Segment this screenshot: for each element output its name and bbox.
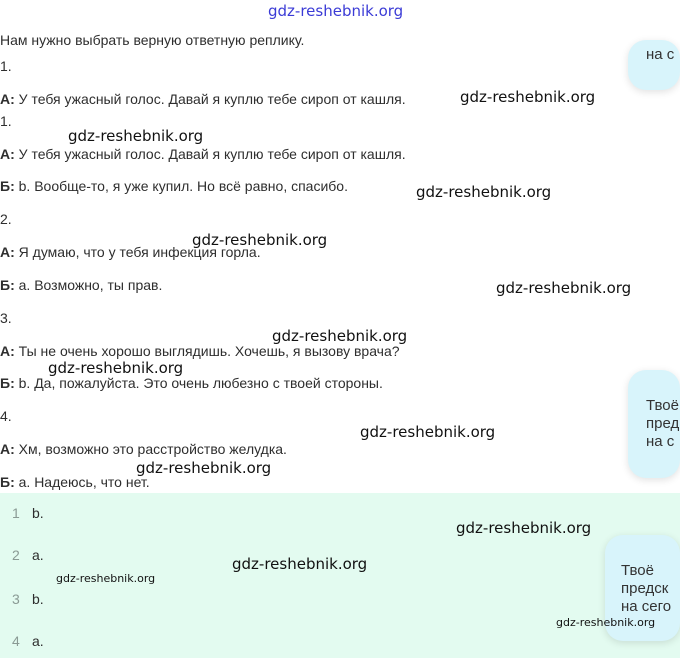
watermark: gdz-reshebnik.org (192, 231, 328, 249)
item-number: 4. (0, 408, 12, 424)
answer-number: 1 (12, 505, 20, 521)
dialogue-line (0, 276, 162, 294)
line-text: У тебя ужасный голос. Давай я куплю тебе сироп от кашля. (18, 146, 406, 162)
speaker-label: А: (0, 441, 15, 457)
speaker-label: А: (0, 91, 15, 107)
line-text: b. Да, пожалуйста. Это очень любезно с твоей стороны. (18, 375, 383, 391)
watermark: gdz-reshebnik.org (232, 555, 368, 573)
watermark: gdz-reshebnik.org (496, 279, 632, 297)
item-number: 1. (0, 58, 12, 74)
answer-value: b. (32, 591, 44, 607)
answer-value: b. (32, 505, 44, 521)
line-text: a. Надеюсь, что нет. (18, 474, 150, 490)
bubble-text: Твоё (621, 562, 654, 579)
speaker-label: Б: (0, 178, 15, 194)
watermark: gdz-reshebnik.org (360, 423, 496, 441)
answer-number: 4 (12, 633, 20, 649)
answer-value: a. (32, 633, 44, 649)
dialogue-line (0, 90, 406, 108)
watermark: gdz-reshebnik.org (48, 359, 184, 377)
speaker-label: А: (0, 343, 15, 359)
chat-bubble-middle[interactable] (628, 370, 680, 478)
answer-number: 3 (12, 591, 20, 607)
dialogue-line (0, 145, 406, 163)
speaker-label: Б: (0, 277, 15, 293)
dialogue-line (0, 177, 348, 195)
answer-value: a. (32, 547, 44, 563)
speaker-label: А: (0, 244, 15, 260)
item-number: 1. (0, 113, 12, 129)
bubble-text: предск (621, 580, 669, 597)
watermark: gdz-reshebnik.org (556, 616, 656, 629)
bubble-text: на сего (621, 598, 672, 615)
watermark: gdz-reshebnik.org (456, 519, 592, 537)
item-number: 3. (0, 310, 12, 326)
answer-number: 2 (12, 547, 20, 563)
chat-bubble-top[interactable] (628, 40, 680, 90)
line-text: a. Возможно, ты прав. (18, 277, 163, 293)
bubble-text: на с (646, 46, 675, 63)
line-text: Хм, возможно это расстройство желудка. (18, 441, 287, 457)
line-text: Я думаю, что у тебя инфекция горла. (18, 244, 261, 260)
watermark: gdz-reshebnik.org (272, 327, 408, 345)
line-text: b. Вообще-то, я уже купил. Но всё равно, спасибо. (18, 178, 348, 194)
speaker-label: Б: (0, 474, 15, 490)
watermark: gdz-reshebnik.org (268, 2, 404, 20)
speaker-label: Б: (0, 375, 15, 391)
item-number: 2. (0, 211, 12, 227)
watermark: gdz-reshebnik.org (416, 183, 552, 201)
speaker-label: А: (0, 146, 15, 162)
bubble-text: Твоё (646, 397, 679, 414)
dialogue-line (0, 473, 150, 491)
watermark: gdz-reshebnik.org (136, 459, 272, 477)
bubble-text: пред (646, 415, 680, 432)
dialogue-line (0, 440, 287, 458)
watermark: gdz-reshebnik.org (56, 572, 156, 585)
line-text: Ты не очень хорошо выглядишь. Хочешь, я вызову врача? (18, 343, 400, 359)
line-text: У тебя ужасный голос. Давай я куплю тебе сироп от кашля. (18, 91, 406, 107)
watermark: gdz-reshebnik.org (68, 127, 204, 145)
intro-text: Нам нужно выбрать верную ответную реплику. (0, 32, 305, 48)
watermark: gdz-reshebnik.org (460, 88, 596, 106)
bubble-text: на с (646, 433, 675, 450)
